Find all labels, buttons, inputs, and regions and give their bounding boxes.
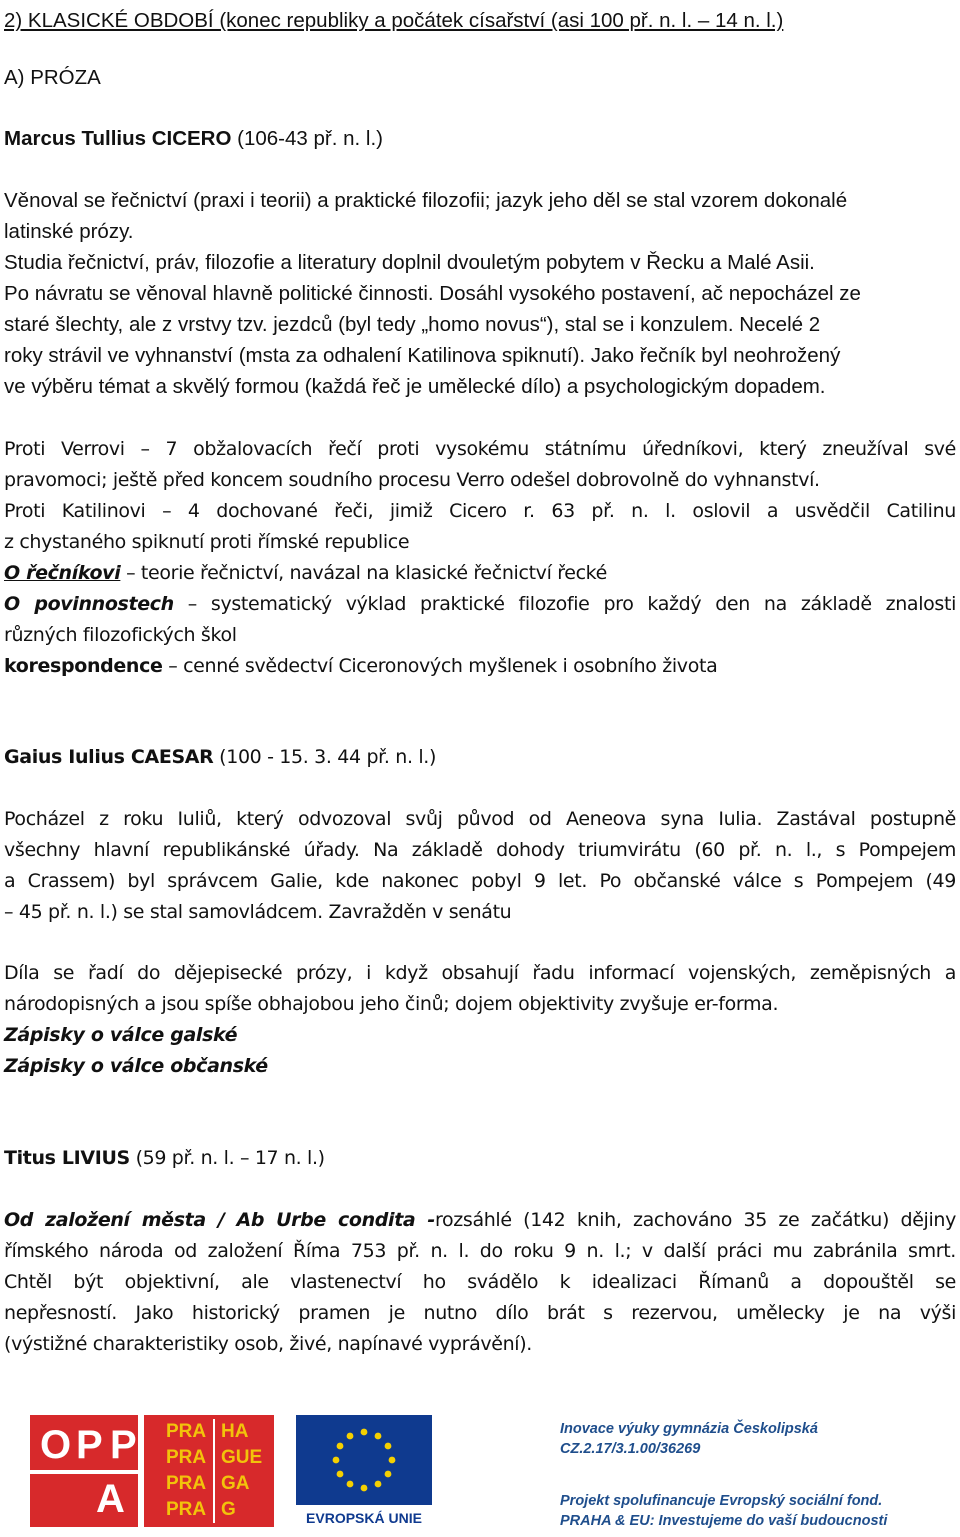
work-verres-title: Proti Verrovi — [4, 438, 125, 460]
livius-line: římského národa od založení Říma 753 př. n. l. do roku 9 n. l.; v další práci mu zabránila smrt. — [4, 1240, 956, 1262]
work-duties-text: – systematický výklad praktické filozofie pro každý den na základě znalosti — [173, 593, 956, 615]
livius-heading — [4, 1145, 325, 1171]
prague-text: G — [221, 1499, 236, 1520]
livius-name: Titus LIVIUS — [4, 1147, 130, 1169]
project-code: CZ.2.17/3.1.00/36269 — [560, 1441, 701, 1457]
caesar-works-line: Díla se řadí do dějepisecké prózy, i když obsahují řadu informací vojenských, zeměpisných a — [4, 962, 956, 984]
prague-text: PRA — [166, 1447, 207, 1468]
livius-line: (výstižné charakteristiky osob, živé, napínavé vyprávění). — [4, 1333, 532, 1355]
cicero-bio-line: latinské prózy. — [4, 220, 134, 243]
project-funding: Projekt spolufinancuje Evropský sociální fond. — [560, 1493, 883, 1509]
cicero-bio-line: roky strávil ve vyhnanství (msta za odhalení Katilinova spiknutí). Jako řečník byl neohrožený — [4, 344, 841, 367]
project-title: Inovace výuky gymnázia Českolipská — [560, 1421, 818, 1437]
livius-work-title: Od založení města / Ab Urbe condita - — [4, 1209, 435, 1231]
livius-line: Chtěl být objektivní, ale vlastenectví ho svádělo k idealizaci Římanů a dopouštěl se — [4, 1271, 956, 1293]
work-verres-line: pravomoci; ještě před koncem soudního procesu Verro odešel dobrovolně do vyhnanství. — [4, 469, 820, 491]
work-orator-text: – teorie řečnictví, navázal na klasické řečnictví řecké — [120, 562, 607, 584]
caesar-work-title: Zápisky o válce občanské — [4, 1055, 268, 1077]
prague-row — [144, 1497, 274, 1523]
caesar-bio-line: Pocházel z roku Iuliů, který odvozoval svůj původ od Aeneova syna Iulia. Zastával postupně — [4, 808, 956, 830]
eu-flag-icon — [296, 1415, 432, 1505]
prague-text: GUE — [221, 1447, 263, 1468]
prague-row — [144, 1471, 274, 1497]
work-katilina-title: Proti Katilinovi — [4, 500, 146, 522]
cicero-bio-line: Studia řečnictví, práv, filozofie a literatury doplnil dvouletým pobytem v Řecku a Malé Asii. — [4, 251, 815, 274]
work-letters — [4, 653, 717, 679]
livius-line: nepřesností. Jako historický pramen je nutno dílo brát s rezervou, umělecky je na výši — [4, 1302, 956, 1324]
footer-logos — [0, 1405, 960, 1537]
opp-letter: O — [40, 1423, 72, 1467]
work-verres-text: – 7 obžalovacích řečí proti vysokému státnímu úředníkovi, který zneužíval své — [124, 438, 957, 460]
work-letters-title: korespondence — [4, 655, 163, 677]
caesar-heading — [4, 744, 436, 770]
livius-work-text: rozsáhlé (142 knih, zachováno 35 ze začátku) dějiny — [434, 1209, 956, 1231]
cicero-bio-line: staré šlechty, ale z vrstvy tzv. jezdců (byl tedy „homo novus“), stal se i konzulem. Necelé 2 — [4, 313, 821, 336]
caesar-name: Gaius Iulius CAESAR — [4, 746, 214, 768]
section-subheading: A) PRÓZA — [4, 66, 101, 89]
prague-row — [144, 1445, 274, 1471]
prague-row — [144, 1419, 274, 1445]
work-katilina-text: – 4 dochované řeči, jimiž Cicero r. 63 př. n. l. oslovil a usvědčil Catilinu — [145, 500, 956, 522]
caesar-bio-line: a Crassem) byl správcem Galie, kde nakonec pobyl 9 let. Po občanské válce s Pompejem (49 — [4, 870, 956, 892]
eu-logo — [284, 1415, 444, 1537]
cicero-bio-line: Po návratu se věnoval hlavně politické činnosti. Dosáhl vysokého postavení, ač nepocházel ze — [4, 282, 861, 305]
prague-text: PRA — [166, 1499, 207, 1520]
section-heading: 2) KLASICKÉ OBDOBÍ (konec republiky a počátek císařství (asi 100 př. n. l. – 14 n. l.) — [4, 9, 784, 32]
prague-text: HA — [221, 1421, 249, 1442]
work-duties-title: O povinnostech — [4, 593, 174, 615]
cicero-heading — [4, 126, 383, 152]
opp-letter: A — [96, 1477, 125, 1521]
prague-logo — [144, 1415, 274, 1527]
opp-letter: P — [110, 1423, 137, 1467]
caesar-bio-line: všechny hlavní republikánské úřady. Na základě dohody triumvirátu (60 př. n. l., s Pompejem — [4, 839, 956, 861]
livius-work — [4, 1207, 956, 1233]
work-katilina — [4, 498, 956, 524]
project-slogan: PRAHA & EU: Investujeme do vaší budoucnosti — [560, 1513, 888, 1529]
prague-text: GA — [221, 1473, 250, 1494]
opp-divider — [30, 1470, 138, 1474]
work-katilina-line: z chystaného spiknutí proti římské republice — [4, 531, 410, 553]
caesar-works-line: národopisných a jsou spíše obhajobou jeho činů; dojem objektivity zvyšuje er-forma. — [4, 993, 779, 1015]
work-verres — [4, 436, 956, 462]
caesar-dates: (100 - 15. 3. 44 př. n. l.) — [213, 746, 437, 768]
cicero-dates: (106-43 př. n. l.) — [231, 127, 383, 150]
cicero-bio-line: Věnoval se řečnictví (praxi i teorii) a praktické filozofii; jazyk jeho děl se stal vzorem dokonalé — [4, 189, 848, 212]
livius-dates: (59 př. n. l. – 17 n. l.) — [129, 1147, 325, 1169]
work-duties — [4, 591, 956, 617]
caesar-bio-line: – 45 př. n. l.) se stal samovládcem. Zavražděn v senátu — [4, 901, 512, 923]
work-orator — [4, 560, 607, 586]
opp-logo — [30, 1415, 138, 1527]
work-orator-title: O řečníkovi — [4, 562, 121, 584]
eu-label: EVROPSKÁ UNIE — [306, 1510, 422, 1526]
caesar-work-title: Zápisky o válce galské — [4, 1024, 238, 1046]
prague-text: PRA — [166, 1473, 207, 1494]
eu-stars-icon — [296, 1415, 432, 1505]
work-duties-line: různých filozofických škol — [4, 624, 237, 646]
opp-letter: P — [76, 1423, 103, 1467]
prague-text: PRA — [166, 1421, 207, 1442]
work-letters-text: – cenné svědectví Ciceronových myšlenek i osobního života — [162, 655, 718, 677]
cicero-bio-line: ve výběru témat a skvělý formou (každá řeč je umělecké dílo) a psychologickým dopadem. — [4, 375, 826, 398]
cicero-name: Marcus Tullius CICERO — [4, 127, 232, 150]
